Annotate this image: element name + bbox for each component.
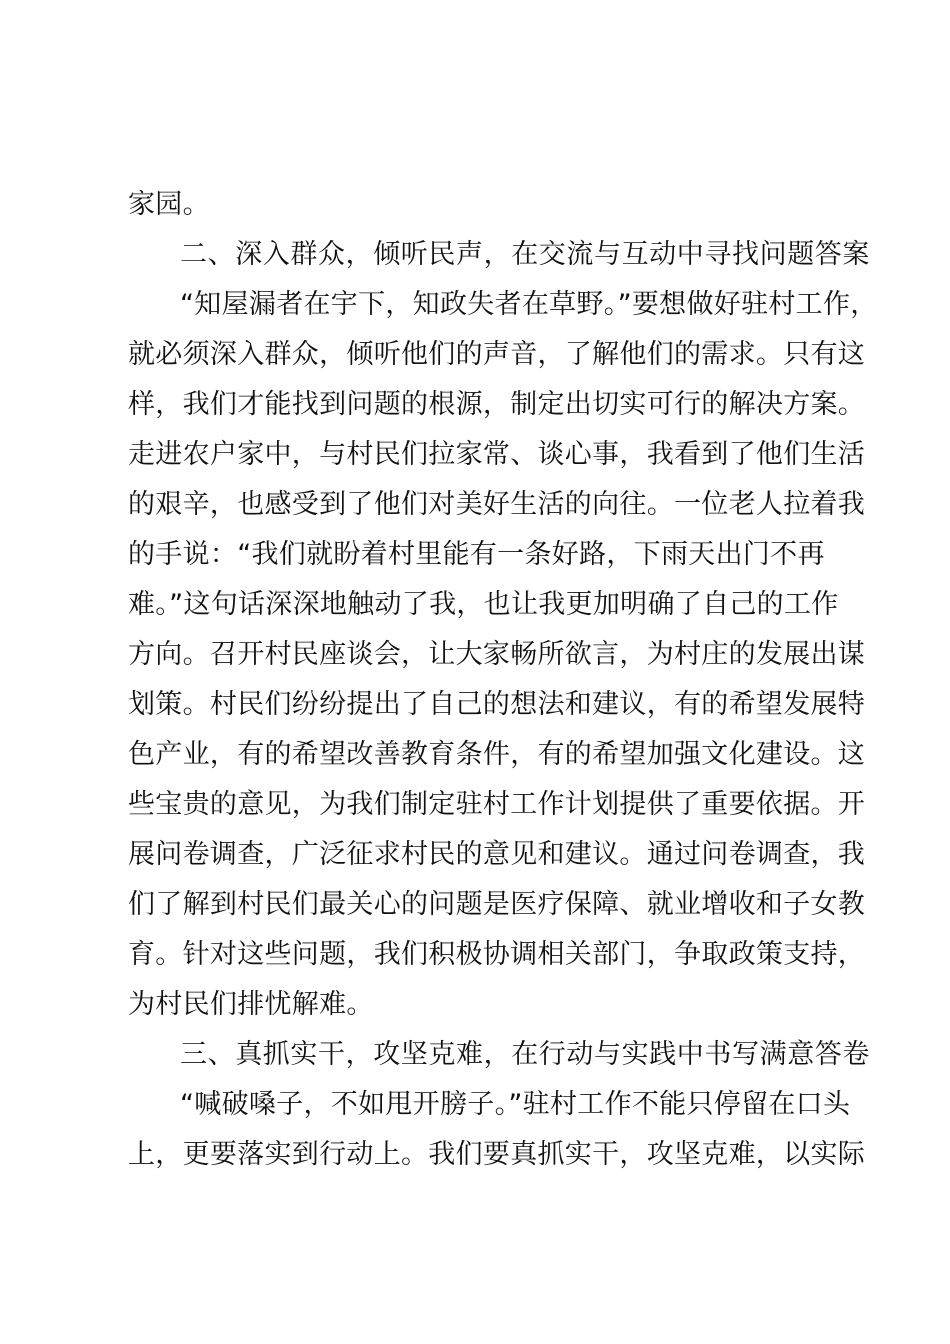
text-line: 的艰辛，也感受到了他们对美好生活的向往。一位老人拉着我 xyxy=(128,489,866,520)
text-line: 就必须深入群众，倾听他们的声音，了解他们的需求。只有这 xyxy=(128,339,866,370)
text-line: “喊破嗓子，不如甩开膀子。”驻村工作不能只停留在口头 xyxy=(180,1089,851,1120)
text-line: 方向。召开村民座谈会，让大家畅所欲言，为村庄的发展出谋 xyxy=(128,639,866,670)
text-line: 为村民们排忧解难。 xyxy=(128,989,374,1020)
text-line: 展问卷调查，广泛征求村民的意见和建议。通过问卷调查，我 xyxy=(128,839,866,870)
text-line: 们了解到村民们最关心的问题是医疗保障、就业增收和子女教 xyxy=(128,889,866,920)
text-line: 家园。 xyxy=(128,189,210,220)
text-line: 上，更要落实到行动上。我们要真抓实干，攻坚克难，以实际 xyxy=(128,1139,866,1170)
text-line: 些宝贵的意见，为我们制定驻村工作计划提供了重要依据。开 xyxy=(128,789,866,820)
section-heading: 三、真抓实干，攻坚克难，在行动与实践中书写满意答卷 xyxy=(180,1039,870,1070)
text-line: 色产业，有的希望改善教育条件，有的希望加强文化建设。这 xyxy=(128,739,866,770)
text-line: 样，我们才能找到问题的根源，制定出切实可行的解决方案。 xyxy=(128,389,866,420)
text-line: 的手说：“我们就盼着村里能有一条好路，下雨天出门不再 xyxy=(128,539,825,570)
section-heading: 二、深入群众，倾听民声，在交流与互动中寻找问题答案 xyxy=(180,239,870,270)
text-line: “知屋漏者在宇下，知政失者在草野。”要想做好驻村工作， xyxy=(180,289,878,320)
text-line: 育。针对这些问题，我们积极协调相关部门，争取政策支持， xyxy=(128,939,866,970)
text-line: 难。”这句话深深地触动了我，也让我更加明确了自己的工作 xyxy=(128,589,839,620)
text-line: 走进农户家中，与村民们拉家常、谈心事，我看到了他们生活 xyxy=(128,439,866,470)
text-line: 划策。村民们纷纷提出了自己的想法和建议，有的希望发展特 xyxy=(128,689,866,720)
